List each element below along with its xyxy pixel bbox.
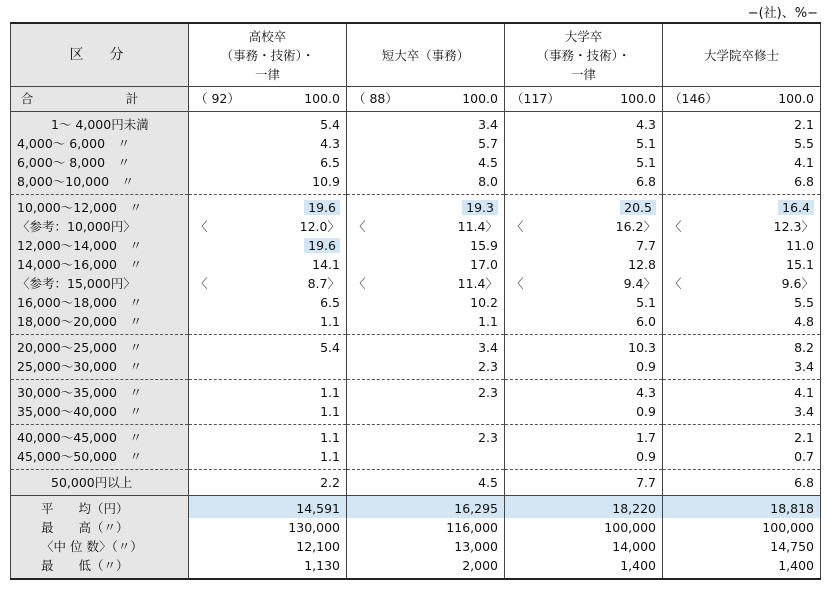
- range-label: 30,000〜35,000 〃: [11, 380, 189, 403]
- value-text: 4.5: [478, 155, 498, 170]
- value-cell: [347, 312, 505, 335]
- range-row: [11, 195, 821, 218]
- value-cell: [189, 425, 347, 448]
- stats-group: [11, 496, 821, 580]
- total-row-group: [11, 87, 821, 112]
- value-cell: [505, 380, 663, 403]
- value-cell: [505, 447, 663, 470]
- value-text: 2.2: [320, 475, 340, 490]
- value-cell: [505, 357, 663, 380]
- range-row: [11, 153, 821, 172]
- value-text: 15.1: [786, 257, 814, 272]
- stat-value: 14,591: [189, 496, 347, 519]
- value-cell: [347, 195, 505, 218]
- value-cell: [663, 447, 821, 470]
- value-cell: [663, 402, 821, 425]
- value-cell: [347, 236, 505, 255]
- value-cell: [663, 134, 821, 153]
- stat-label: 〈中 位 数〉（〃）: [11, 537, 189, 556]
- value-text: 8.0: [478, 174, 498, 189]
- value-text: 2.3: [478, 385, 498, 400]
- value-cell: [189, 470, 347, 496]
- reference-value: 9.4: [623, 276, 644, 291]
- bracket-open: 〈: [669, 276, 682, 291]
- value-text: 5.5: [794, 295, 814, 310]
- value-text: 5.1: [636, 295, 656, 310]
- stat-value: 18,818: [663, 496, 821, 519]
- value-cell: [189, 217, 347, 236]
- header-col-1: 高校卒 （事務・技術）・ 一律: [189, 23, 347, 87]
- reference-value: 11.4: [457, 219, 486, 234]
- value-cell: [347, 134, 505, 153]
- stat-row: [11, 556, 821, 579]
- bracket-close: 〉: [643, 219, 656, 234]
- value-text: 0.9: [636, 449, 656, 464]
- value-text: 1.1: [320, 385, 340, 400]
- value-cell: [663, 335, 821, 358]
- value-text: 0.9: [636, 359, 656, 374]
- value-cell: [505, 217, 663, 236]
- value-cell: [505, 172, 663, 195]
- range-group: [11, 380, 821, 425]
- value-cell: [505, 312, 663, 335]
- stat-value: 116,000: [347, 518, 505, 537]
- stat-value: 14,750: [663, 537, 821, 556]
- total-cell-2: （ 88） 100.0: [347, 87, 505, 112]
- header-col-3: 大学卒 （事務・技術）・ 一律: [505, 23, 663, 87]
- reference-value: 16.2: [615, 219, 644, 234]
- range-label: 40,000〜45,000 〃: [11, 425, 189, 448]
- range-row: [11, 236, 821, 255]
- range-row: [11, 357, 821, 380]
- stat-value: 1,400: [505, 556, 663, 579]
- value-cell: [189, 380, 347, 403]
- range-row: [11, 134, 821, 153]
- value-text: 5.1: [636, 155, 656, 170]
- value-cell: [189, 112, 347, 135]
- value-cell: [189, 447, 347, 470]
- range-row: [11, 293, 821, 312]
- value-text: 3.4: [478, 340, 498, 355]
- range-label: 16,000〜18,000 〃: [11, 293, 189, 312]
- value-text: 5.7: [478, 136, 498, 151]
- value-cell: [189, 134, 347, 153]
- range-group: [11, 470, 821, 496]
- total-cell-1: （ 92） 100.0: [189, 87, 347, 112]
- range-group: [11, 335, 821, 380]
- value-cell: [189, 357, 347, 380]
- range-row: [11, 470, 821, 496]
- stat-label: 最 高（〃）: [11, 518, 189, 537]
- total-label: 合 計: [11, 87, 189, 112]
- value-text: 6.5: [320, 295, 340, 310]
- value-cell: [347, 217, 505, 236]
- value-text: 7.7: [636, 238, 656, 253]
- value-cell: [347, 172, 505, 195]
- value-text: 12.8: [628, 257, 656, 272]
- value-text: 2.3: [478, 430, 498, 445]
- total-cell-3: （117） 100.0: [505, 87, 663, 112]
- bracket-close: 〉: [485, 276, 498, 291]
- value-cell: [505, 153, 663, 172]
- stat-value: 12,100: [189, 537, 347, 556]
- value-text: 0.7: [794, 449, 814, 464]
- table-header: [11, 23, 821, 87]
- value-cell: [347, 380, 505, 403]
- value-text: 3.4: [794, 404, 814, 419]
- stat-value: 14,000: [505, 537, 663, 556]
- stat-value: 1,400: [663, 556, 821, 579]
- value-text: 6.0: [636, 314, 656, 329]
- bracket-close: 〉: [485, 219, 498, 234]
- value-cell: [505, 335, 663, 358]
- value-text: 11.0: [786, 238, 814, 253]
- value-cell: [663, 274, 821, 293]
- value-text: 6.8: [794, 475, 814, 490]
- stat-label: 平 均（円）: [11, 496, 189, 519]
- stat-label: 最 低（〃）: [11, 556, 189, 579]
- value-text: 19.3: [462, 200, 498, 215]
- value-cell: [189, 255, 347, 274]
- value-cell: [663, 293, 821, 312]
- stat-value: 1,130: [189, 556, 347, 579]
- bracket-open: 〈: [195, 219, 208, 234]
- value-text: 6.5: [320, 155, 340, 170]
- reference-value: 12.0: [299, 219, 328, 234]
- stat-value: 2,000: [347, 556, 505, 579]
- range-label: 50,000円以上: [11, 470, 189, 496]
- stat-row: [11, 496, 821, 519]
- stat-value: 100,000: [663, 518, 821, 537]
- range-group: [11, 195, 821, 335]
- value-cell: [505, 293, 663, 312]
- value-text: 4.3: [320, 136, 340, 151]
- value-text: 16.4: [778, 200, 814, 215]
- range-label: 4,000〜 6,000 〃: [11, 134, 189, 153]
- value-text: 6.8: [794, 174, 814, 189]
- range-label: 35,000〜40,000 〃: [11, 402, 189, 425]
- value-cell: [347, 255, 505, 274]
- total-row: [11, 87, 821, 112]
- value-text: 1.1: [320, 430, 340, 445]
- value-text: 7.7: [636, 475, 656, 490]
- value-cell: [663, 357, 821, 380]
- value-text: 15.9: [470, 238, 498, 253]
- reference-row: [11, 217, 821, 236]
- value-cell: [347, 402, 505, 425]
- value-text: 4.1: [794, 155, 814, 170]
- range-label: 25,000〜30,000 〃: [11, 357, 189, 380]
- range-row: [11, 172, 821, 195]
- value-text: 10.2: [470, 295, 498, 310]
- value-cell: [189, 172, 347, 195]
- value-cell: [505, 402, 663, 425]
- value-text: 1.1: [320, 449, 340, 464]
- value-cell: [663, 112, 821, 135]
- bracket-close: 〉: [327, 219, 340, 234]
- value-cell: [347, 470, 505, 496]
- value-cell: [663, 217, 821, 236]
- bracket-close: 〉: [801, 219, 814, 234]
- value-text: 5.5: [794, 136, 814, 151]
- value-cell: [347, 112, 505, 135]
- range-row: [11, 255, 821, 274]
- value-text: 8.2: [794, 340, 814, 355]
- bracket-close: 〉: [643, 276, 656, 291]
- header-col-2: 短大卒（事務）: [347, 23, 505, 87]
- value-text: 5.4: [320, 117, 340, 132]
- range-label: 20,000〜25,000 〃: [11, 335, 189, 358]
- value-cell: [505, 470, 663, 496]
- bracket-open: 〈: [195, 276, 208, 291]
- value-cell: [505, 255, 663, 274]
- range-label: 1〜 4,000円未満: [11, 112, 189, 135]
- value-text: 10.9: [312, 174, 340, 189]
- value-text: 2.3: [478, 359, 498, 374]
- range-group: [11, 112, 821, 195]
- reference-value: 12.3: [773, 219, 802, 234]
- stat-value: 130,000: [189, 518, 347, 537]
- value-text: 5.4: [320, 340, 340, 355]
- range-group: [11, 425, 821, 470]
- value-text: 4.1: [794, 385, 814, 400]
- bracket-open: 〈: [353, 219, 366, 234]
- value-cell: [347, 153, 505, 172]
- value-cell: [663, 172, 821, 195]
- range-label: 6,000〜 8,000 〃: [11, 153, 189, 172]
- value-cell: [347, 357, 505, 380]
- range-row: [11, 312, 821, 335]
- range-label: 18,000〜20,000 〃: [11, 312, 189, 335]
- value-text: 3.4: [478, 117, 498, 132]
- range-label: 12,000〜14,000 〃: [11, 236, 189, 255]
- value-cell: [663, 312, 821, 335]
- value-text: 1.1: [478, 314, 498, 329]
- value-cell: [347, 274, 505, 293]
- value-text: 19.6: [304, 200, 340, 215]
- value-cell: [189, 236, 347, 255]
- value-cell: [505, 274, 663, 293]
- value-cell: [347, 293, 505, 312]
- value-cell: [347, 425, 505, 448]
- value-cell: [347, 335, 505, 358]
- value-cell: [663, 153, 821, 172]
- value-cell: [505, 236, 663, 255]
- value-text: 0.9: [636, 404, 656, 419]
- bracket-open: 〈: [669, 219, 682, 234]
- stat-value: 16,295: [347, 496, 505, 519]
- allowance-distribution-table: [10, 22, 821, 580]
- stat-row: [11, 537, 821, 556]
- range-row: [11, 402, 821, 425]
- stat-row: [11, 518, 821, 537]
- range-row: [11, 335, 821, 358]
- value-text: 6.8: [636, 174, 656, 189]
- value-cell: [663, 425, 821, 448]
- value-text: 2.1: [794, 430, 814, 445]
- value-cell: [189, 402, 347, 425]
- bracket-open: 〈: [511, 219, 524, 234]
- reference-row: [11, 274, 821, 293]
- range-row: [11, 112, 821, 135]
- value-text: 4.8: [794, 314, 814, 329]
- range-label: 〈参考：15,000円〉: [11, 274, 189, 293]
- value-cell: [189, 335, 347, 358]
- stat-value: 13,000: [347, 537, 505, 556]
- value-cell: [347, 447, 505, 470]
- reference-value: 8.7: [307, 276, 328, 291]
- value-text: 1.1: [320, 314, 340, 329]
- value-cell: [189, 153, 347, 172]
- range-label: 8,000〜10,000 〃: [11, 172, 189, 195]
- range-label: 10,000〜12,000 〃: [11, 195, 189, 218]
- value-text: 5.1: [636, 136, 656, 151]
- value-text: 4.3: [636, 385, 656, 400]
- bracket-close: 〉: [801, 276, 814, 291]
- value-cell: [663, 255, 821, 274]
- total-cell-4: （146） 100.0: [663, 87, 821, 112]
- unit-note: −(社)、%−: [747, 6, 818, 21]
- range-row: [11, 447, 821, 470]
- value-text: 20.5: [620, 200, 656, 215]
- value-text: 4.5: [478, 475, 498, 490]
- reference-value: 9.6: [781, 276, 802, 291]
- value-text: 14.1: [312, 257, 340, 272]
- reference-value: 11.4: [457, 276, 486, 291]
- value-text: 1.7: [636, 430, 656, 445]
- header-label: 区 分: [11, 23, 189, 87]
- bracket-open: 〈: [353, 276, 366, 291]
- bracket-close: 〉: [327, 276, 340, 291]
- value-text: 17.0: [470, 257, 498, 272]
- range-label: 14,000〜16,000 〃: [11, 255, 189, 274]
- value-cell: [663, 470, 821, 496]
- value-text: 19.6: [304, 238, 340, 253]
- value-cell: [505, 195, 663, 218]
- value-cell: [189, 312, 347, 335]
- value-cell: [505, 425, 663, 448]
- value-cell: [663, 236, 821, 255]
- value-text: 2.1: [794, 117, 814, 132]
- range-row: [11, 380, 821, 403]
- stat-value: 100,000: [505, 518, 663, 537]
- value-cell: [663, 195, 821, 218]
- value-cell: [189, 274, 347, 293]
- value-cell: [189, 293, 347, 312]
- value-text: 3.4: [794, 359, 814, 374]
- stat-value: 18,220: [505, 496, 663, 519]
- value-cell: [189, 195, 347, 218]
- range-label: 〈参考：10,000円〉: [11, 217, 189, 236]
- value-cell: [505, 134, 663, 153]
- header-col-4: 大学院卒修士: [663, 23, 821, 87]
- value-cell: [663, 380, 821, 403]
- range-label: 45,000〜50,000 〃: [11, 447, 189, 470]
- range-row: [11, 425, 821, 448]
- value-text: 4.3: [636, 117, 656, 132]
- value-text: 1.1: [320, 404, 340, 419]
- bracket-open: 〈: [511, 276, 524, 291]
- value-text: 10.3: [628, 340, 656, 355]
- value-cell: [505, 112, 663, 135]
